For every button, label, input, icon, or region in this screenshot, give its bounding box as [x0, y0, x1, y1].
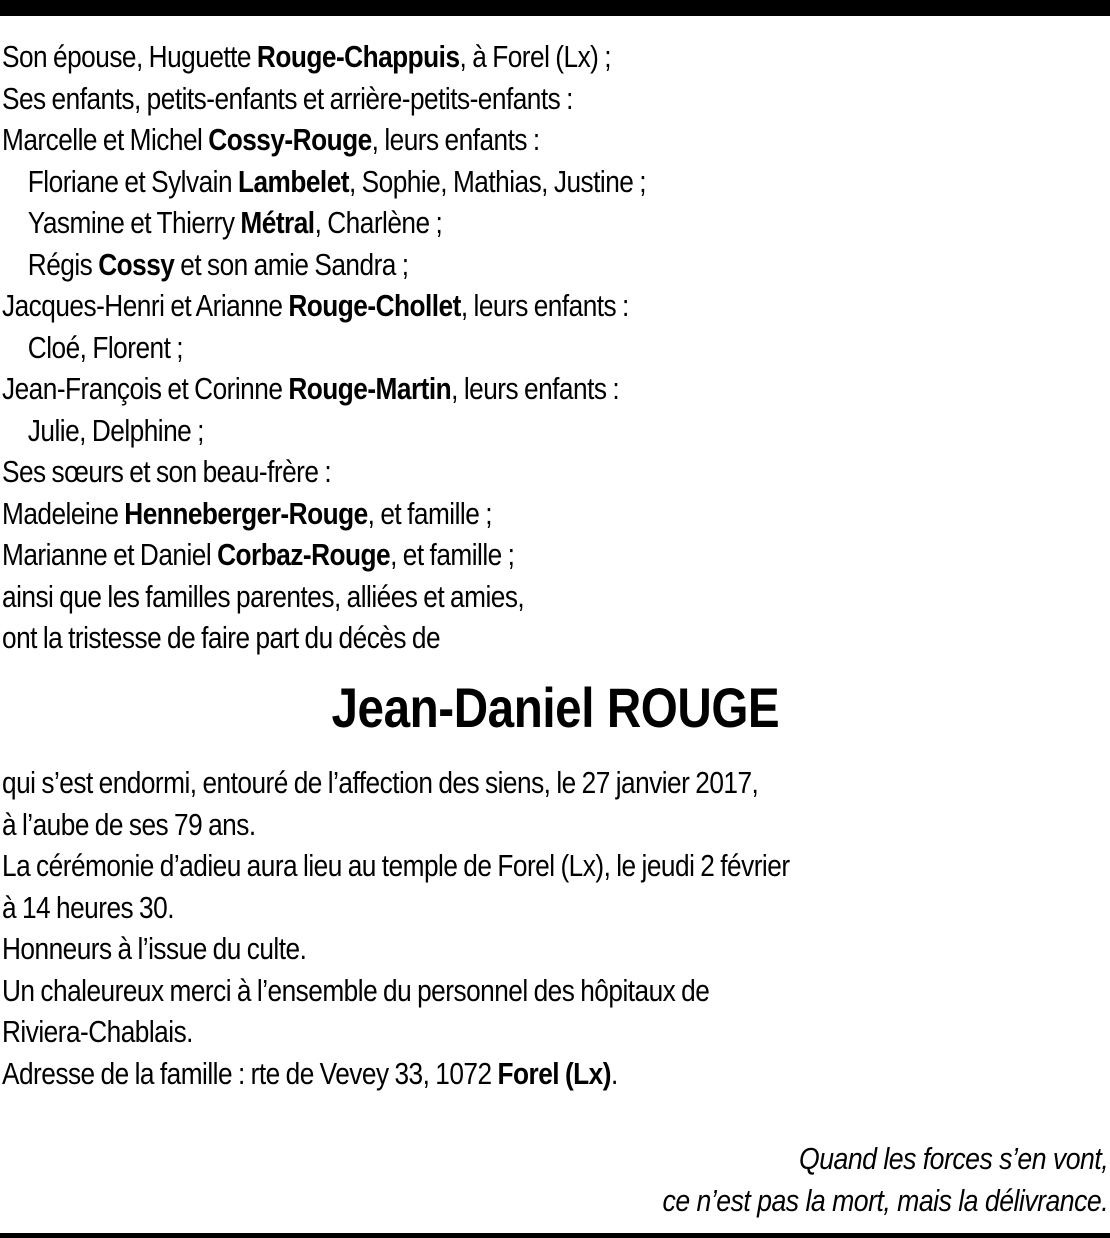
- family-line: [2, 79, 955, 121]
- family-line: [2, 286, 955, 328]
- text-run: qui s’est endormi, entouré de l’affection des siens, le 27 janvier 2017,: [2, 766, 759, 800]
- text-run: , leurs enfants :: [460, 289, 629, 323]
- info-line: [2, 805, 955, 847]
- quote-line: ce n’est pas la mort, mais la délivrance.: [662, 1182, 1108, 1218]
- surname: Lambelet: [237, 164, 349, 199]
- family-line: [2, 37, 955, 79]
- family-line: [2, 203, 955, 245]
- ceremony-info: [2, 763, 955, 1095]
- text-run: Madeleine: [2, 496, 125, 531]
- surname: Métral: [240, 206, 315, 240]
- text-run: , et famille ;: [367, 496, 492, 531]
- text-run: Son épouse, Huguette: [2, 40, 257, 74]
- text-run: Un chaleureux merci à l’ensemble du personnel des hôpitaux de: [2, 973, 710, 1008]
- text-run: Yasmine et Thierry: [27, 206, 241, 240]
- surname: Rouge-Chappuis: [256, 40, 460, 74]
- family-list: [2, 37, 955, 660]
- family-line: [2, 618, 955, 660]
- text-run: Riviera-Chablais.: [2, 1015, 193, 1049]
- text-run: , Sophie, Mathias, Justine ;: [348, 164, 647, 199]
- family-line: [2, 411, 955, 453]
- deceased-name: [0, 668, 1110, 748]
- text-run: , Charlène ;: [314, 206, 443, 240]
- family-line: [2, 162, 955, 204]
- text-run: Ses sœurs et son beau-frère :: [2, 455, 332, 489]
- text-run: ont la tristesse de faire part du décès de: [2, 621, 441, 655]
- family-line: [2, 120, 955, 162]
- text-run: Régis: [27, 247, 99, 282]
- info-line: [2, 888, 955, 930]
- family-line: [2, 494, 955, 536]
- text-run: Honneurs à l’issue du culte.: [2, 932, 307, 966]
- surname: Rouge-Chollet: [288, 289, 461, 323]
- family-line: [2, 245, 955, 287]
- surname: Forel (Lx): [497, 1056, 611, 1091]
- deceased-name-text: Jean-Daniel ROUGE: [331, 676, 779, 739]
- text-run: Adresse de la famille : rte de Vevey 33, 1072: [2, 1056, 498, 1091]
- bottom-rule: [0, 1233, 1110, 1238]
- text-run: ainsi que les familles parentes, alliées et amies,: [2, 579, 525, 614]
- text-run: .: [610, 1056, 618, 1091]
- info-line: [2, 1012, 955, 1054]
- family-line: [2, 328, 955, 370]
- family-line: [2, 369, 955, 411]
- family-line: [2, 452, 955, 494]
- info-line: [2, 846, 955, 888]
- text-run: , et famille ;: [390, 538, 515, 572]
- text-run: à l’aube de ses 79 ans.: [2, 807, 256, 842]
- text-run: et son amie Sandra ;: [174, 247, 409, 282]
- text-run: Cloé, Florent ;: [27, 330, 184, 365]
- text-run: Jean-François et Corinne: [2, 372, 289, 406]
- family-line: [2, 577, 955, 619]
- text-run: Julie, Delphine ;: [27, 413, 204, 448]
- surname: Cossy: [98, 247, 175, 282]
- info-line: [2, 1054, 955, 1096]
- surname: Corbaz-Rouge: [217, 538, 391, 572]
- text-run: , leurs enfants :: [371, 123, 540, 157]
- family-line: [2, 535, 955, 577]
- text-run: Marcelle et Michel: [2, 123, 209, 157]
- info-line: [2, 929, 955, 971]
- text-run: Ses enfants, petits-enfants et arrière-petits-enfants :: [2, 81, 573, 116]
- text-run: , à Forel (Lx) ;: [459, 40, 612, 74]
- surname: Rouge-Martin: [288, 372, 452, 406]
- text-run: La cérémonie d’adieu aura lieu au temple de Forel (Lx), le jeudi 2 février: [2, 849, 790, 883]
- text-run: à 14 heures 30.: [2, 890, 174, 925]
- text-run: Marianne et Daniel: [2, 538, 218, 572]
- surname: Henneberger-Rouge: [124, 496, 368, 531]
- quote-line: Quand les forces s’en vont,: [798, 1141, 1108, 1176]
- text-run: , leurs enfants :: [451, 372, 620, 406]
- top-rule: [0, 0, 1110, 16]
- info-line: [2, 971, 955, 1013]
- surname: Cossy-Rouge: [208, 123, 372, 157]
- closing-quote: [662, 1138, 1108, 1221]
- text-run: Jacques-Henri et Arianne: [2, 289, 289, 323]
- info-line: [2, 763, 955, 805]
- text-run: Floriane et Sylvain: [27, 164, 238, 199]
